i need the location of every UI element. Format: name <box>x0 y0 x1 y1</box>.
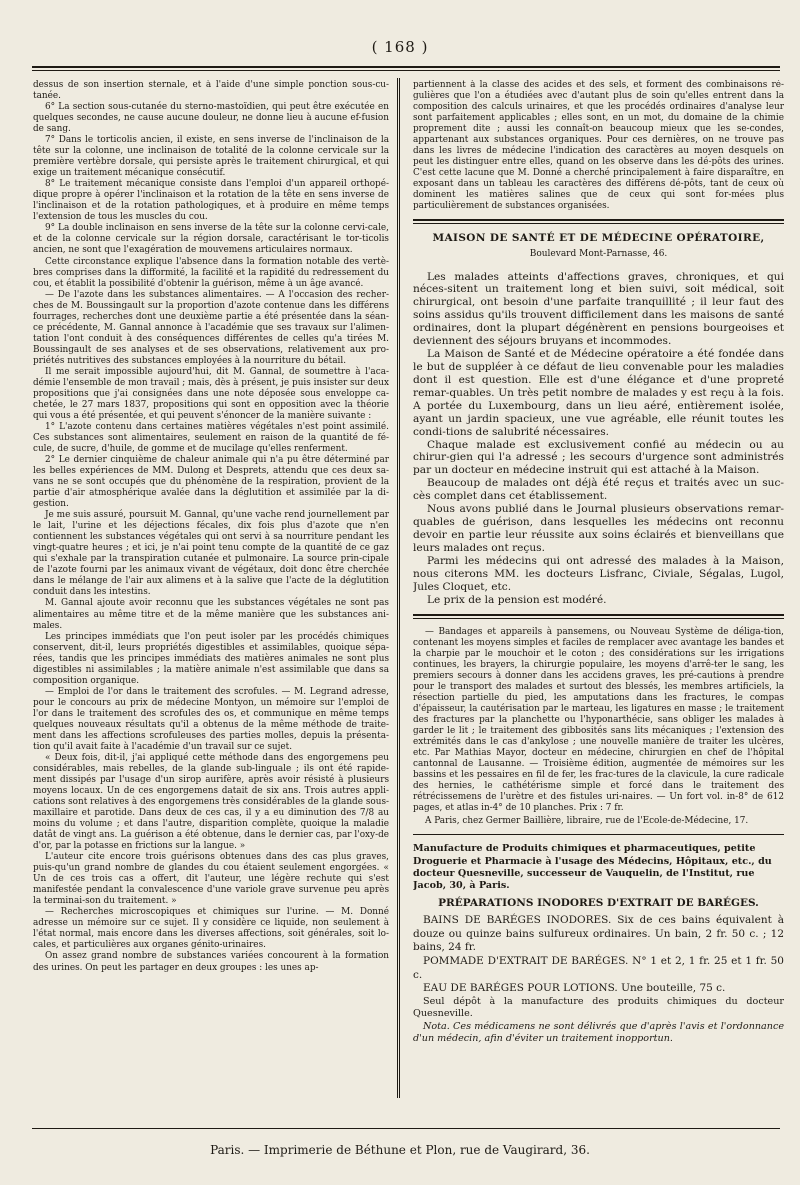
paragraph: Les malades atteints d'affections graves, chroniques, et qui néces-sitent un traitement long et bien suivi, soit médical, soit chirurgical, ont besoin d'une parfaite tranquillité ; il leur faut des soins assidus qu'ils trouvent difficilement dans les maisons de santé ordinaires, dont la plupart dégénèrent en pensions bourgeoises et deviennent des séjours bruyans et incommodes. <box>413 270 784 348</box>
ad-line: EAU DE BARÉGES POUR LOTIONS. Une bouteille, 75 c. <box>423 982 726 995</box>
ad-line: Seul dépôt à la manufacture des produits chimiques du docteur Quesneville. <box>413 995 784 1020</box>
maison-body <box>413 271 784 607</box>
maison-title: MAISON DE SANTÉ ET DE MÉDECINE OPÉRATOIRE, <box>432 232 765 245</box>
section-divider <box>413 834 784 835</box>
paragraph: Cette circonstance explique l'absence dans la formation notable des vertè-bres comprises dans la difformité, la facilité et la rapidité du redressement du cou, et établit la possibilité d'obtenir la guérison, même à un âge avancé. <box>33 256 389 289</box>
column-divider <box>397 78 400 1098</box>
paragraph: Il me serait impossible aujourd'hui, dit M. Gannal, de soumettre à l'aca-démie l'ensemble de mon travail ; mais, dès à présent, je puis insister sur deux propositions que j'ai consignées dans une note déposée sous enveloppe ca-chetée, le 27 mars 1837, propositions qui sont en opposition avec la théorie qui vous a été présentée, et qui peuvent s'énoncer de la manière suivante : <box>33 366 389 421</box>
manufacture-heading: Manufacture de Produits chimiques et pharmaceutiques, petite Droguerie et Pharmacie à l'usage des Médecins, Hôpitaux, etc., du docteur Quesneville, successeur de Vauquelin, de l'Institut, rue Jacob, 30, à Paris. <box>413 843 772 892</box>
bottom-rule <box>32 1128 780 1129</box>
paragraph: Chaque malade est exclusivement confié au médecin ou au chirur-gien qui l'a adressé ; les secours d'urgence sont administrés par un docteur en médecine instruit qui est attaché à la Maison. <box>413 438 784 477</box>
paragraph: partiennent à la classe des acides et des sels, et forment des combinaisons ré-gulières que l'on a étudiées avec d'autant plus de soin qu'elles entrent dans la composition des calculs urinaires, et que les procédés ordinaires d'analyse leur sont parfaitement applicables ; elles sont, en un mot, du domaine de la chimie proprement dite ; aussi les connaît-on beaucoup mieux que les se-condes, appartenant aux substances organiques. Pour ces dernières, on ne trouve pas dans les livres de médecine l'indication des caractères au moyen desquels on peut les distinguer entre elles, quand on les observe dans les dé-pôts des urines. C'est cette lacune que M. Donné a cherché principalement à faire disparaître, en exposant dans un tableau les caractères des différens dé-pôts, tant de ceux où dominent les matières salines que de ceux qui sont for-mées plus particulièrement de substances organisées. <box>413 80 784 212</box>
preparations-title: PRÉPARATIONS INODORES D'EXTRAIT DE BARÉGES. <box>438 896 759 909</box>
ad-line: POMMADE D'EXTRAIT DE BARÉGES. N° 1 et 2, 1 fr. 25 et 1 fr. 50 c. <box>413 954 784 981</box>
paragraph: Je me suis assuré, poursuit M. Gannal, qu'une vache rend journellement par le lait, l'urine et les déjections fécales, dix fois plus d'azote que n'en contiennent les substances végétales qui ont servi à sa nourriture pendant les vingt-quatre heures ; et ici, je n'ai point tenu compte de la quantité de ce gaz qui s'exhale par la transpiration cutanée et pulmonaire. La source prin-cipale de l'azote fourni par les animaux vivant de végétaux, doit donc être cherchée dans le mélange de l'air aux alimens et à la salive que l'acte de la déglutition conduit dans les intestins. <box>33 510 389 598</box>
quesneville-advertisement <box>413 843 784 1046</box>
paragraph: « Deux fois, dit-il, j'ai appliqué cette méthode dans des engorgemens peu considérables, mais rebelles, de la glande sub-linguale ; ils ont été rapide-ment dissipés par l'usage d'un sirop aurifère, après avoir résisté à plusieurs moyens locaux. Un de ces engorgemens datait de six ans. Trois autres appli-cations sont relatives à des engorgemens très considérables de la glande sous-maxillaire et parotide. Dans deux de ces cas, il y a eu diminution des 7/8 au moins du volume ; et dans l'autre, disparition complète, quoique la maladie datât de vingt ans. La guérison a été obtenue, dans le dernier cas, par l'oxy-de d'or, par la potasse en frictions sur la langue. » <box>33 752 389 852</box>
paragraph: 7° Dans le torticolis ancien, il existe, en sens inverse de l'inclinaison de la tête sur la colonne, une inclinaison de totalité de la colonne cervicale sur la première vertèbre dorsale, qui persiste après le traitement chirurgical, et qui exige un traitement mécanique consécutif. <box>33 135 389 179</box>
paragraph: Parmi les médecins qui ont adressé des malades à la Maison, nous citerons MM. les docteurs Lisfranc, Civiale, Ségalas, Lugol, Jules Cloquet, etc. <box>413 554 784 593</box>
ad-line: BAINS DE BARÉGES INODORES. Six de ces bains équivalent à douze ou quinze bains sulfureux ordinaires. Un bain, 2 fr. 50 c. ; 12 bains, 24 fr. <box>413 913 784 954</box>
maison-address: Boulevard Mont-Parnasse, 46. <box>529 249 668 260</box>
paragraph: M. Gannal ajoute avoir reconnu que les substances végétales ne sont pas alimentaires au même titre et de la même manière que les substances ani-males. <box>33 598 389 631</box>
maison-advertisement <box>413 232 784 606</box>
paragraph: dessus de son insertion sternale, et à l'aide d'une simple ponction sous-cu-tanée. <box>33 80 389 102</box>
top-rule <box>32 66 780 71</box>
paragraph: — Recherches microscopiques et chimiques sur l'urine. — M. Donné adresse un mémoire sur ce sujet. Il y considère ce liquide, non seulement à l'état normal, mais encore dans les diverses affections, soit générales, soit lo-cales, et particulières aux organes génito-urinaires. <box>33 907 389 951</box>
paragraph: L'auteur cite encore trois guérisons obtenues dans des cas plus graves, puis-qu'un grand nombre de glandes du cou étaient seulement engorgées. « Un de ces trois cas a offert, dit l'auteur, une légère rechute qui s'est manifestée pendant la convalescence d'une variole grave survenue peu après la terminai-son du traitement. » <box>33 852 389 907</box>
paragraph: Le prix de la pension est modéré. <box>427 593 607 606</box>
printer-footer: Paris. — Imprimerie de Béthune et Plon, rue de Vaugirard, 36. <box>210 1143 590 1157</box>
paragraph: Nous avons publié dans le Journal plusieurs observations remar-quables de guérison, dans lesquelles les médecins ont reconnu devoir en partie leur réussite aux soins éclairés et bienveillans que leurs malades ont reçus. <box>413 503 784 554</box>
paragraph: — Emploi de l'or dans le traitement des scrofules. — M. Legrand adresse, pour le concours au prix de médecine Montyon, un mémoire sur l'emploi de l'or dans le traitement des scrofules des os, et communique en même temps quelques nouveaux résultats qu'il a obtenus de la même méthode de traite-ment dans les affections scrofuleuses des parties molles, depuis la présenta-tion qu'il avait faite à l'académie d'un travail sur ce sujet. <box>33 686 389 752</box>
right-column <box>413 80 784 1095</box>
page-number: ( 168 ) <box>371 38 429 56</box>
left-column <box>33 80 389 1095</box>
paragraph: 8° Le traitement mécanique consiste dans l'emploi d'un appareil orthopé-dique propre à opérer l'inclinaison et la rotation de la tête en sens inverse de l'inclinaison et de la rotation pathologiques, et à produire en même temps l'extension de tous les muscles du cou. <box>33 179 389 223</box>
bandages-notice: — Bandages et appareils à pansemens, ou Nouveau Système de déliga-tion, contenant les moyens simples et faciles de remplacer avec avantage les bandes et la charpie par le mouchoir et le coton ; des considérations sur les irrigations continues, les brayers, la chirurgie populaire, les moyens d'arrê-ter le sang, les premiers secours à donner dans les accidens graves, les pré-cautions à prendre pour le transport des malades et surtout des blessés, les membres artificiels, la résection partielle du pied, les amputations dans les fractures, le compas d'épaisseur, la cautérisation par le marteau, les ligatures en masse ; le traitement des fractures par la planchette ou l'hyponarthécie, sans obliger les malades à garder le lit ; le traitement des gibbosités sans lits mécaniques ; l'extension des extrémités dans le cas d'ankylose ; une nouvelle manière de traiter les ulcères, etc. Par Mathias Mayor, docteur en médecine, chirurgien en chef de l'hôpital cantonnal de Lausanne. — Troisième édition, augmentée de mémoires sur les bassins et les pessaires en fil de fer, les frac-tures de la clavicule, la cure radicale des hernies, le cathétérisme simple et forcé dans le traitement des rétrécissemens de l'urètre et des fistules uri-naires. — Un fort vol. in-8° de 612 pages, et atlas in-4° de 10 planches. Prix : 7 fr. <box>413 626 784 814</box>
paragraph: 2° Le dernier cinquième de chaleur animale qui n'a pu être déterminé par les belles expériences de MM. Dulong et Desprets, attendu que ces deux sa-vans ne se sont occupés que du phénomène de la respiration, provient de la partie d'air atmosphérique avalée dans la déglutition et assimilée par la di-gestion. <box>33 455 389 510</box>
paragraph: 1° L'azote contenu dans certaines matières végétales n'est point assimilé. Ces substances sont alimentaires, seulement en raison de la quantité de fé-cule, de sucre, d'huile, de gomme et de mucilage qu'elles renferment. <box>33 421 389 455</box>
paragraph: La Maison de Santé et de Médecine opératoire a été fondée dans le but de suppléer à ce défaut de lieu convenable pour les maladies dont il est question. Elle est d'une élégance et d'une propreté remar-quables. Un très petit nombre de malades y est reçu à la fois. A portée du Luxembourg, dans un lieu aéré, entièrement isolée, ayant un jardin spacieux, une vue agréable, elle réunit toutes les condi-tions de salubrité nécessaires. <box>413 348 784 438</box>
section-divider <box>413 219 784 224</box>
bandages-publisher: A Paris, chez Germer Baillière, libraire, rue de l'Ecole-de-Médecine, 17. <box>425 816 749 827</box>
paragraph: Beaucoup de malades ont déjà été reçus et traités avec un suc-cès complet dans cet établissement. <box>413 477 784 503</box>
paragraph: 6° La section sous-cutanée du sterno-mastoïdien, qui peut être exécutée en quelques secondes, ne cause aucune douleur, ne donne lieu à aucune ef-fusion de sang. <box>33 102 389 135</box>
paragraph: 9° La double inclinaison en sens inverse de la tête sur la colonne cervi-cale, et de la colonne cervicale sur la région dorsale, caractérisant le tor-ticolis ancien, ne sont que l'exagération de mouvemens articulaires normaux. <box>33 223 389 256</box>
section-divider <box>413 614 784 619</box>
paragraph: On assez grand nombre de substances variées concourent à la formation des urines. On peut les partager en deux groupes : les unes ap- <box>33 951 389 973</box>
paragraph: — De l'azote dans les substances alimentaires. — A l'occasion des recher-ches de M. Boussingault sur la proportion d'azote contenue dans les différens fourrages, recherches dont une deuxième partie a été présentée dans la séan-ce précédente, M. Gannal annonce à l'académie que ses travaux sur l'alimen-tation l'ont conduit à des conséquences différentes de celles qu'a tirées M. Boussingault de ses analyses et de ses observations, relativement aux pro-priétés nutritives des substances employées à la nourriture du bétail. <box>33 289 389 366</box>
ad-line: Nota. Ces médicamens ne sont délivrés que d'après l'avis et l'ordonnance d'un médecin, afin d'éviter un traitement inopportun. <box>413 1020 784 1045</box>
paragraph: Les principes immédiats que l'on peut isoler par les procédés chimiques conservent, dit-il, leurs propriétés digestibles et assimilables, quoique sépa-rées, tandis que les principes immédiats des matières animales ne sont plus digestibles ni assimilables ; la matière animale n'est assimilable que dans sa composition organique. <box>33 631 389 686</box>
